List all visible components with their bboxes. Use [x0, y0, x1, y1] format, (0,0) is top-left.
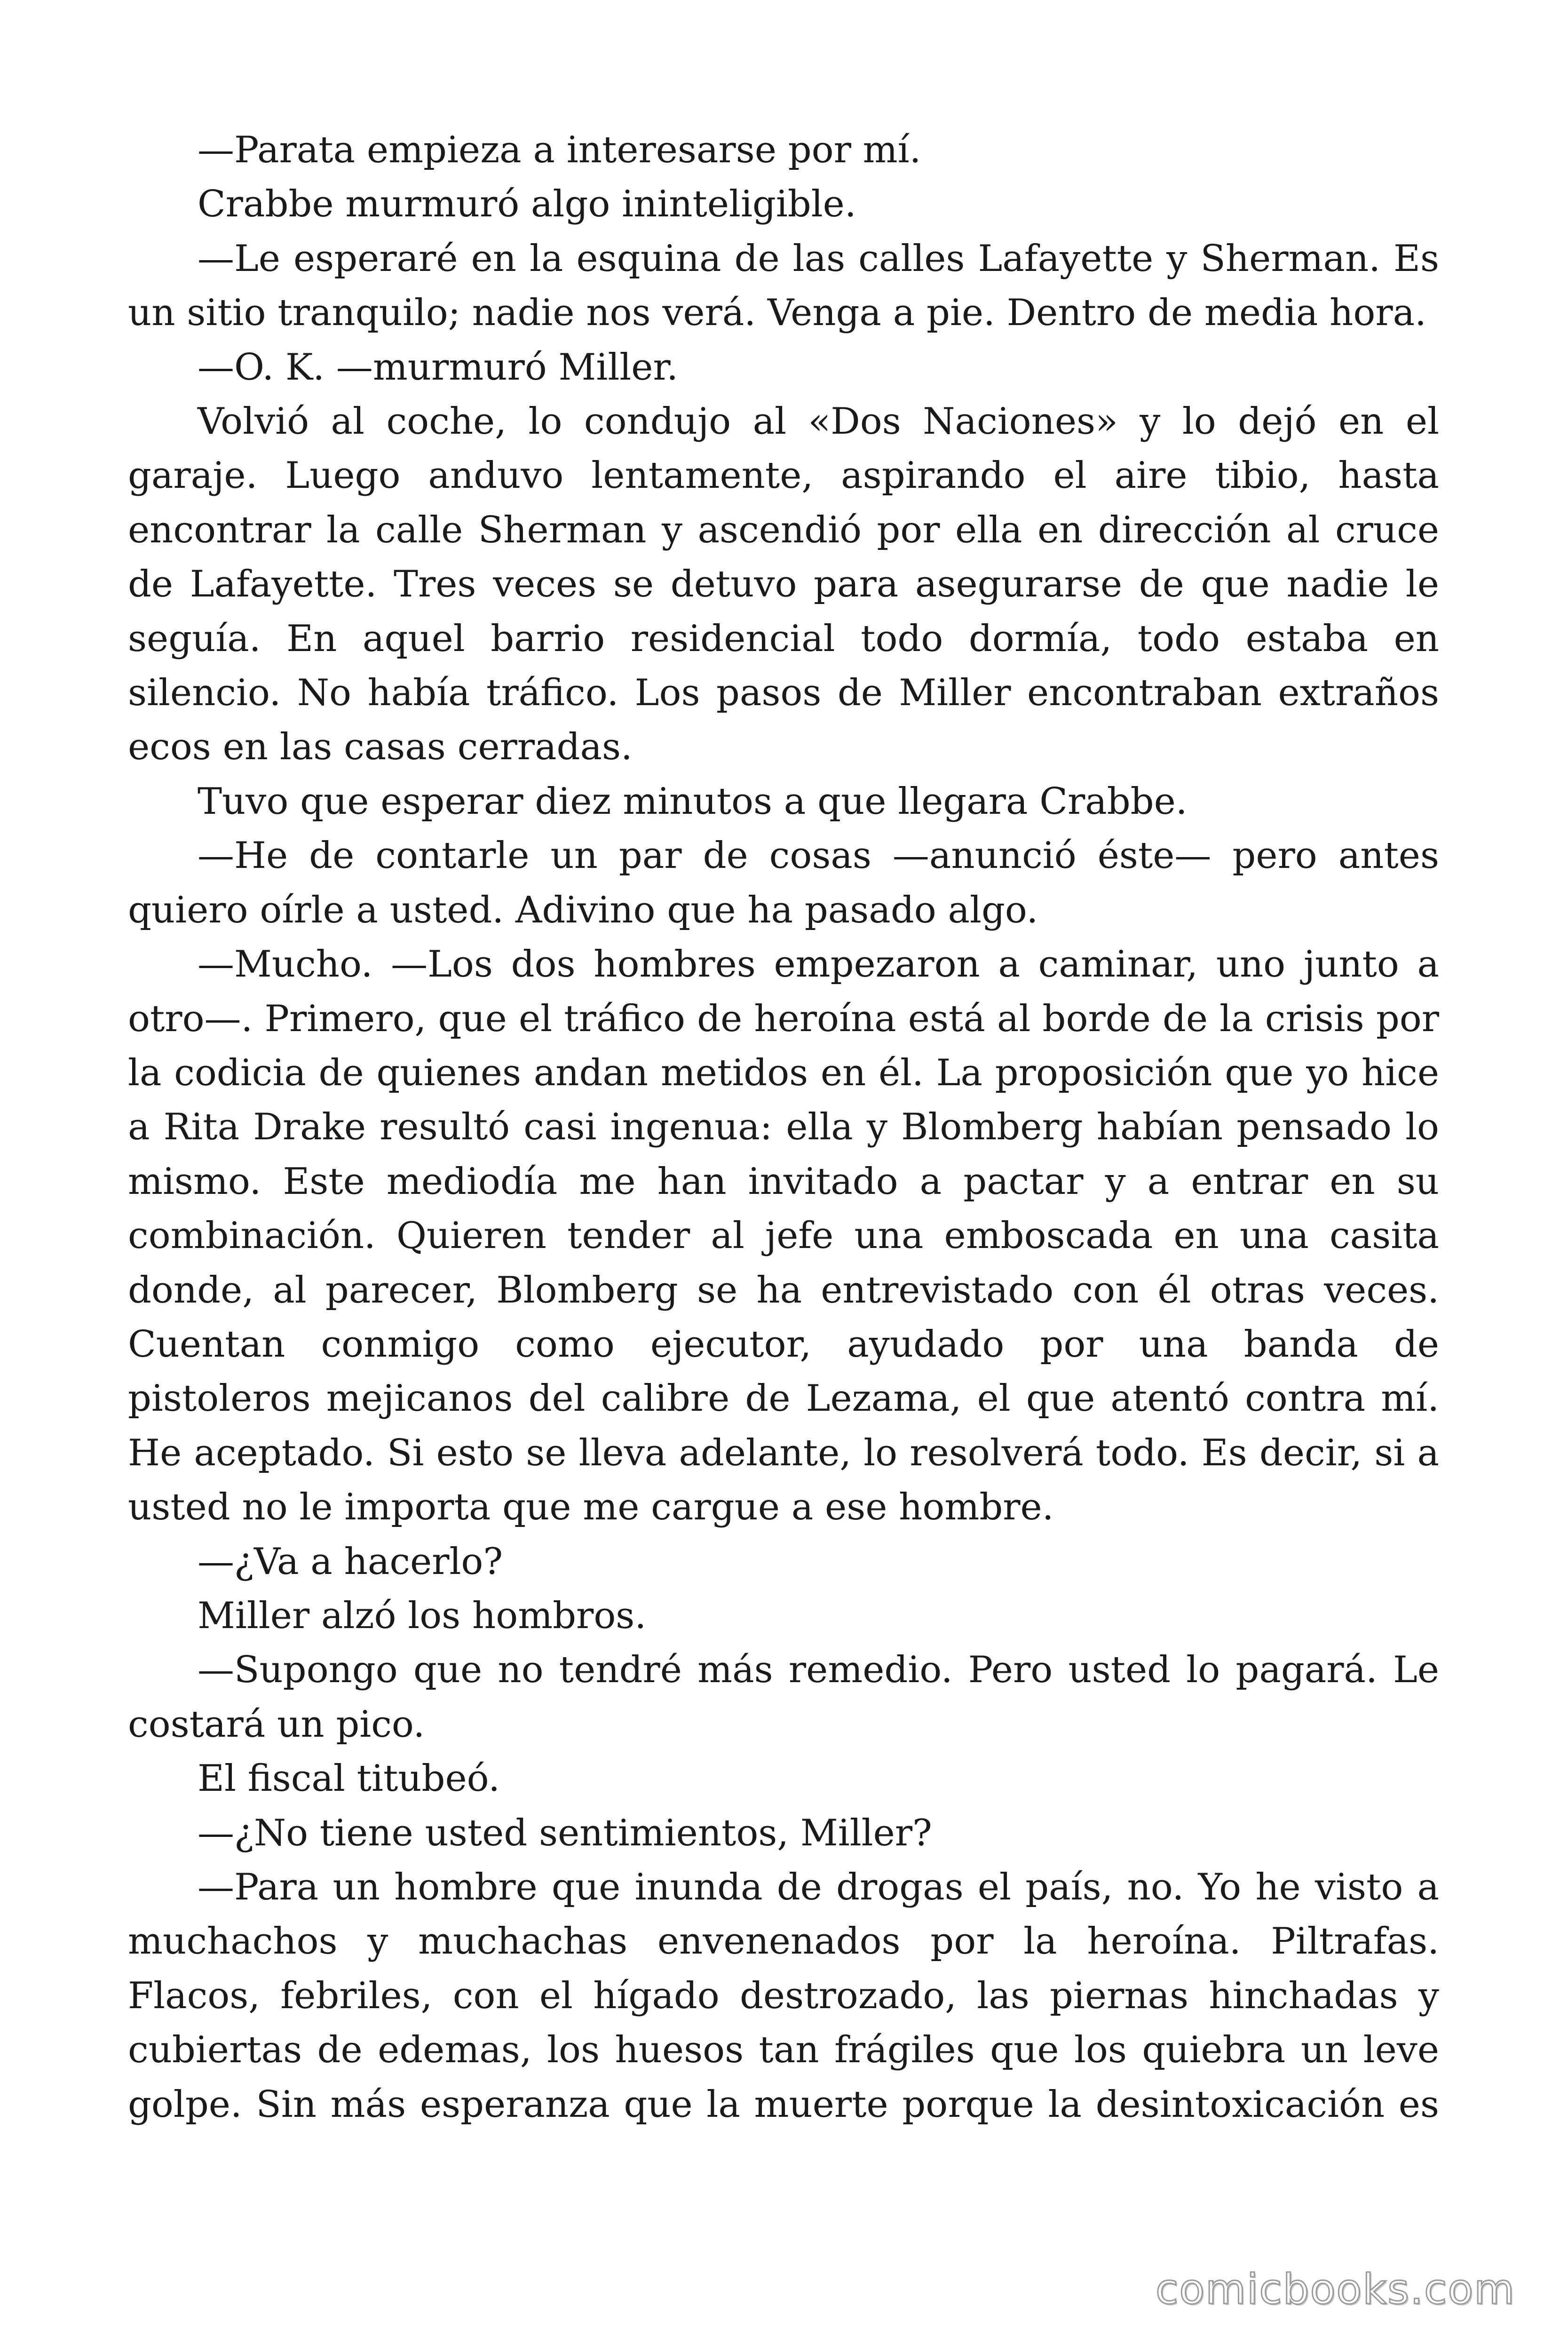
paragraph: —Parata empieza a interesarse por mí. [198, 129, 921, 171]
paragraph: Miller alzó los hombros. [198, 1594, 647, 1637]
paragraph: —¿No tiene usted sentimientos, Miller? [198, 1812, 932, 1854]
paragraph: Tuvo que esperar diez minutos a que llegara Crabbe. [198, 780, 1188, 823]
paragraph: —¿Va a hacerlo? [198, 1540, 503, 1583]
paragraph: —Mucho. —Los dos hombres empezaron a caminar, uno junto a otro—. Primero, que el tráfico de heroína está al borde de la crisis por la codicia de quienes andan metidos en él. La proposición que yo hice a Rita Drake resultó casi ingenua: ella y Blomberg habían pensado lo mismo. Este mediodía me han invitado a pactar y a entrar en su combinación. Quieren tender al jefe una emboscada en una casita donde, al parecer, Blomberg se ha entrevistado con él otras veces. Cuentan conmigo como ejecutor, ayudado por una banda de pistoleros mejicanos del calibre de Lezama, el que atentó contra mí. He aceptado. Si esto se lleva adelante, lo resolverá todo. Es decir, si a usted no le importa que me cargue a ese hombre. [128, 943, 1439, 1529]
paragraph: —Le esperaré en la esquina de las calles Lafayette y Sherman. Es un sitio tranquilo; nadie nos verá. Venga a pie. Dentro de media hora. [128, 237, 1439, 334]
watermark: comicbooks.com [1155, 2265, 1515, 2313]
paragraph: El fiscal titubeó. [198, 1757, 500, 1800]
paragraph: —He de contarle un par de cosas —anunció éste— pero antes quiero oírle a usted. Adivino que ha pasado algo. [128, 834, 1439, 931]
paragraph: Volvió al coche, lo condujo al «Dos Naciones» y lo dejó en el garaje. Luego anduvo lentamente, aspirando el aire tibio, hasta encontrar la calle Sherman y ascendió por ella en dirección al cruce de Lafayette. Tres veces se detuvo para asegurarse de que nadie le seguía. En aquel barrio residencial todo dormía, todo estaba en silencio. No había tráfico. Los pasos de Miller encontraban extraños ecos en las casas cerradas. [128, 400, 1439, 769]
body-text [128, 123, 1439, 2132]
paragraph: —Supongo que no tendré más remedio. Pero usted lo pagará. Le costará un pico. [128, 1649, 1439, 1746]
paragraph: Crabbe murmuró algo ininteligible. [198, 183, 856, 226]
paragraph: —O. K. —murmuró Miller. [198, 346, 678, 389]
paragraph-last: —Para un hombre que inunda de drogas el país, no. Yo he visto a muchachos y muchachas envenenados por la heroína. Piltrafas. Flacos, febriles, con el hígado destrozado, las piernas hinchadas y cubiertas de edemas, los huesos tan frágiles que los quiebra un leve golpe. Sin más esperanza que la muerte porque la desintoxicación es [128, 1866, 1439, 2126]
